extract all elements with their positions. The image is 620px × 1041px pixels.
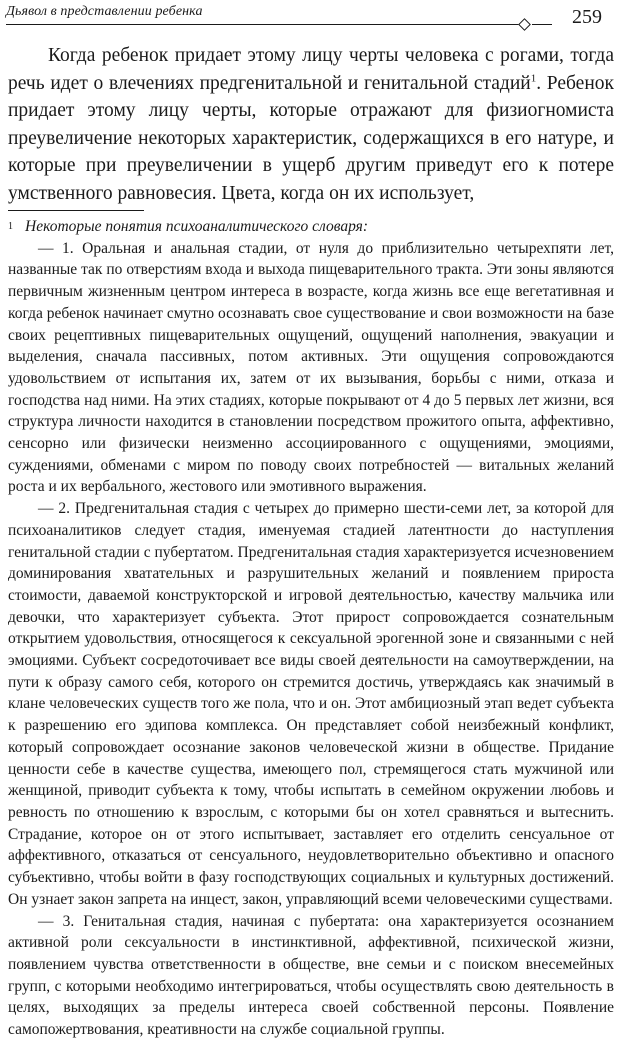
footnote-mark: 1 — [8, 221, 13, 232]
header-ornament — [518, 18, 531, 31]
main-text-part2: . Ребенок придает этому лицу черты, которые отражают для физиогномиста преувеличение некоторых характеристик, содержащихся в его натуре, и которые при преувеличении в ущерб другим приведут его к потере умственного равновесия. Цвета, когда он их использует, — [8, 72, 614, 204]
main-paragraph — [8, 42, 614, 208]
header-rule — [6, 24, 522, 25]
footnote-paragraph-1: — 1. Оральная и анальная стадии, от нуля до приблизительно четырехпяти лет, названные так по отверстиям входа и выхода пищеварительного тракта. Эти зоны являются первичным жизненным центром интереса в возрасте, когда жизнь все еще вегетативная и когда ребенок начинает смутно осознавать свое существование и свои возможности на базе своих рецептивных пищеварительных ощущений, ощущений наполнения, эвакуации и выделения, сначала пассивных, потом активных. Эти ощущения сопровождаются удовольствием от испытания их, затем от их вызывания, борьбы с ними, отказа и господства над ними. На этих стадиях, которые покрывают от 4 до 5 первых лет жизни, вся структура личности находится в становлении посредством прожитого опыта, аффективно, сенсорно или физически неизменно ассоциированного с ощущениями, эмоциями, суждениями, обменами с миром по поводу своих потребностей — витальных желаний роста и их вербального, жестового или эмотивного выражения. — [8, 239, 614, 496]
main-text-part1: Когда ребенок придает этому лицу черты человека с рогами, тогда речь идет о влечениях предгенитальной и генитальной стадий — [8, 45, 614, 94]
footnote-heading — [8, 216, 614, 238]
page-header — [6, 0, 602, 30]
footnote-title: Некоторые понятия психоаналитического словаря: — [25, 218, 369, 235]
footnote-reference: 1 — [530, 72, 537, 85]
running-title: Дьявол в представлении ребенка — [6, 4, 203, 19]
header-rule-end — [532, 24, 552, 25]
footnote-rule — [8, 210, 144, 211]
footnote-paragraph-3: — 3. Генитальная стадия, начиная с пубертата: она характеризуется осознанием активной роли сексуальности в инстинктивной, аффективной, психической жизни, появлением чувства ответственности в обществе, вне семьи и с поиском внесемейных групп, с которыми необходимо интегрироваться, чтобы осуществлять свою деятельность в целях, выходящих за пределы интереса своей собственной персоны. Появление самопожертвования, креативности на службе социальной группы. — [8, 912, 614, 1039]
footnote-paragraph-2: — 2. Предгенитальная стадия с четырех до примерно шести-семи лет, за которой для психоаналитиков следует стадия, именуемая стадией латентности до наступления генитальной стадии с пубертатом. Предгенитальная стадия характеризуется исчезновением доминирования хватательных и разрушительных желаний и появлением прироста стоимости, даваемой конструкторской и игровой деятельностью, качеству мальчика или девочки, что характеризует субъекта. Этот прирост сопровождается сознательным открытием удовольствия, относящегося к сексуальной эрогенной зоне и связанными с ней эмоциями. Субъект сосредоточивает все виды своей деятельности на самоутверждении, на пути к образу самого себя, которого он стремится достичь, утверждаясь как значимый в клане человеческих существ того же пола, что и он. Этот амбициозный этап ведет субъекта к разрешению его эдипова комплекса. Он представляет собой неизбежный конфликт, который сопровождает осознание законов человеческой жизни в обществе. Придание ценности себе в качестве существа, имеющего пол, стремящегося стать мужчиной или женщиной, приводит субъекта к тому, чтобы испытать в семейном окружении любовь и ревность по отношению к взрослым, с которыми бы он хотел сравняться и вытеснить. Страдание, которое он от этого испытывает, заставляет его отделить сенсуальное от аффективного, отказаться от сенсуального, неудовлетворительно объективно и опасного субъективно, чтобы войти в фазу господствующих социальных и культурных достижений. Он узнает закон запрета на инцест, закон, управляющий всеми человеческими существами. — [8, 500, 614, 908]
footnote-block — [8, 216, 614, 1041]
page-number: 259 — [572, 6, 602, 28]
